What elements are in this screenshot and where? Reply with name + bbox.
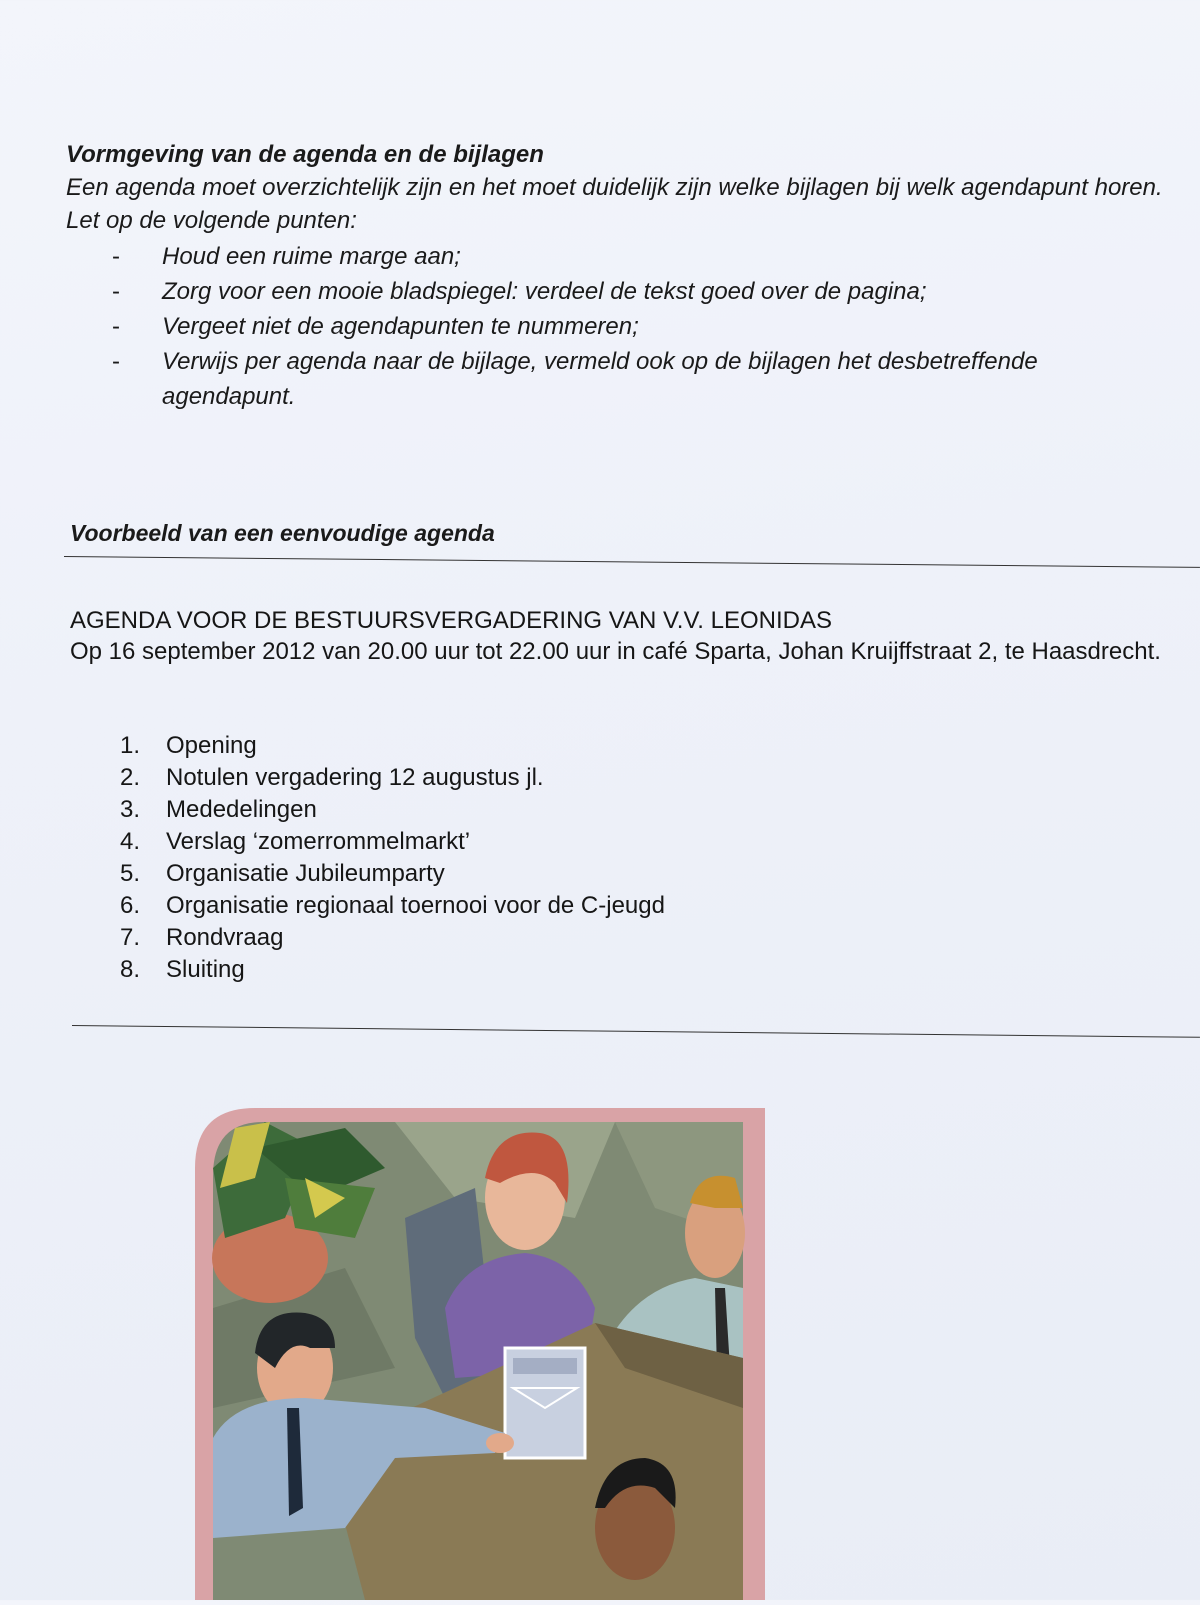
- bullet-dash: -: [112, 313, 120, 340]
- meeting-clipart-image: [195, 1108, 765, 1600]
- agenda-item-number: 1.: [120, 732, 141, 759]
- guideline-list: [66, 239, 1176, 414]
- meeting-illustration: [195, 1108, 765, 1600]
- guideline-item: [66, 274, 1176, 309]
- agenda-item: [120, 762, 665, 794]
- agenda-item-text: Mededelingen: [166, 796, 317, 823]
- agenda-item-number: 2.: [120, 764, 141, 791]
- agenda-item-number: 4.: [120, 828, 141, 855]
- bullet-dash: -: [112, 278, 120, 305]
- agenda-item-text: Organisatie regionaal toernooi voor de C-jeugd: [166, 892, 665, 919]
- design-section: [66, 138, 1176, 414]
- agenda-item-number: 3.: [120, 796, 141, 823]
- guideline-text: Zorg voor een mooie bladspiegel: verdeel de tekst goed over de pagina;: [162, 278, 927, 305]
- agenda-item-number: 6.: [120, 892, 141, 919]
- guideline-text: Verwijs per agenda naar de bijlage, vermeld ook op de bijlagen het desbetreffende agendapunt.: [162, 348, 1038, 410]
- agenda-item-text: Notulen vergadering 12 augustus jl.: [166, 764, 544, 791]
- divider-line: [64, 556, 1200, 568]
- agenda-item: [120, 794, 665, 826]
- agenda-item-text: Rondvraag: [166, 924, 284, 951]
- agenda-item-number: 5.: [120, 860, 141, 887]
- agenda-item-text: Opening: [166, 732, 257, 759]
- agenda-title: AGENDA VOOR DE BESTUURSVERGADERING VAN V.V. LEONIDAS: [70, 607, 832, 634]
- divider-line: [72, 1025, 1200, 1038]
- agenda-item-text: Sluiting: [166, 956, 245, 983]
- guideline-item: [66, 309, 1176, 344]
- agenda-item: [120, 890, 665, 922]
- agenda-item-text: Organisatie Jubileumparty: [166, 860, 445, 887]
- section-heading: Vormgeving van de agenda en de bijlagen: [66, 141, 544, 168]
- agenda-item-number: 8.: [120, 956, 141, 983]
- guideline-text: Vergeet niet de agendapunten te nummeren;: [162, 313, 639, 340]
- agenda-item: [120, 922, 665, 954]
- agenda-item: [120, 730, 665, 762]
- agenda-header: [70, 605, 1170, 667]
- agenda-list: [120, 730, 665, 986]
- agenda-item-text: Verslag ‘zomerrommelmarkt’: [166, 828, 471, 855]
- guideline-item: [66, 344, 1176, 414]
- agenda-item: [120, 954, 665, 986]
- agenda-details: Op 16 september 2012 van 20.00 uur tot 22.00 uur in café Sparta, Johan Kruijffstraat 2, te Haasdrecht.: [70, 638, 1161, 665]
- agenda-item-number: 7.: [120, 924, 141, 951]
- agenda-item: [120, 858, 665, 890]
- example-heading: Voorbeeld van een eenvoudige agenda: [70, 520, 495, 546]
- guideline-text: Houd een ruime marge aan;: [162, 243, 461, 270]
- agenda-item: [120, 826, 665, 858]
- bullet-dash: -: [112, 348, 120, 375]
- bullet-dash: -: [112, 243, 120, 270]
- guideline-item: [66, 239, 1176, 274]
- section-intro: Een agenda moet overzichtelijk zijn en het moet duidelijk zijn welke bijlagen bij welk agendapunt horen. Let op de volgende punten:: [66, 174, 1163, 234]
